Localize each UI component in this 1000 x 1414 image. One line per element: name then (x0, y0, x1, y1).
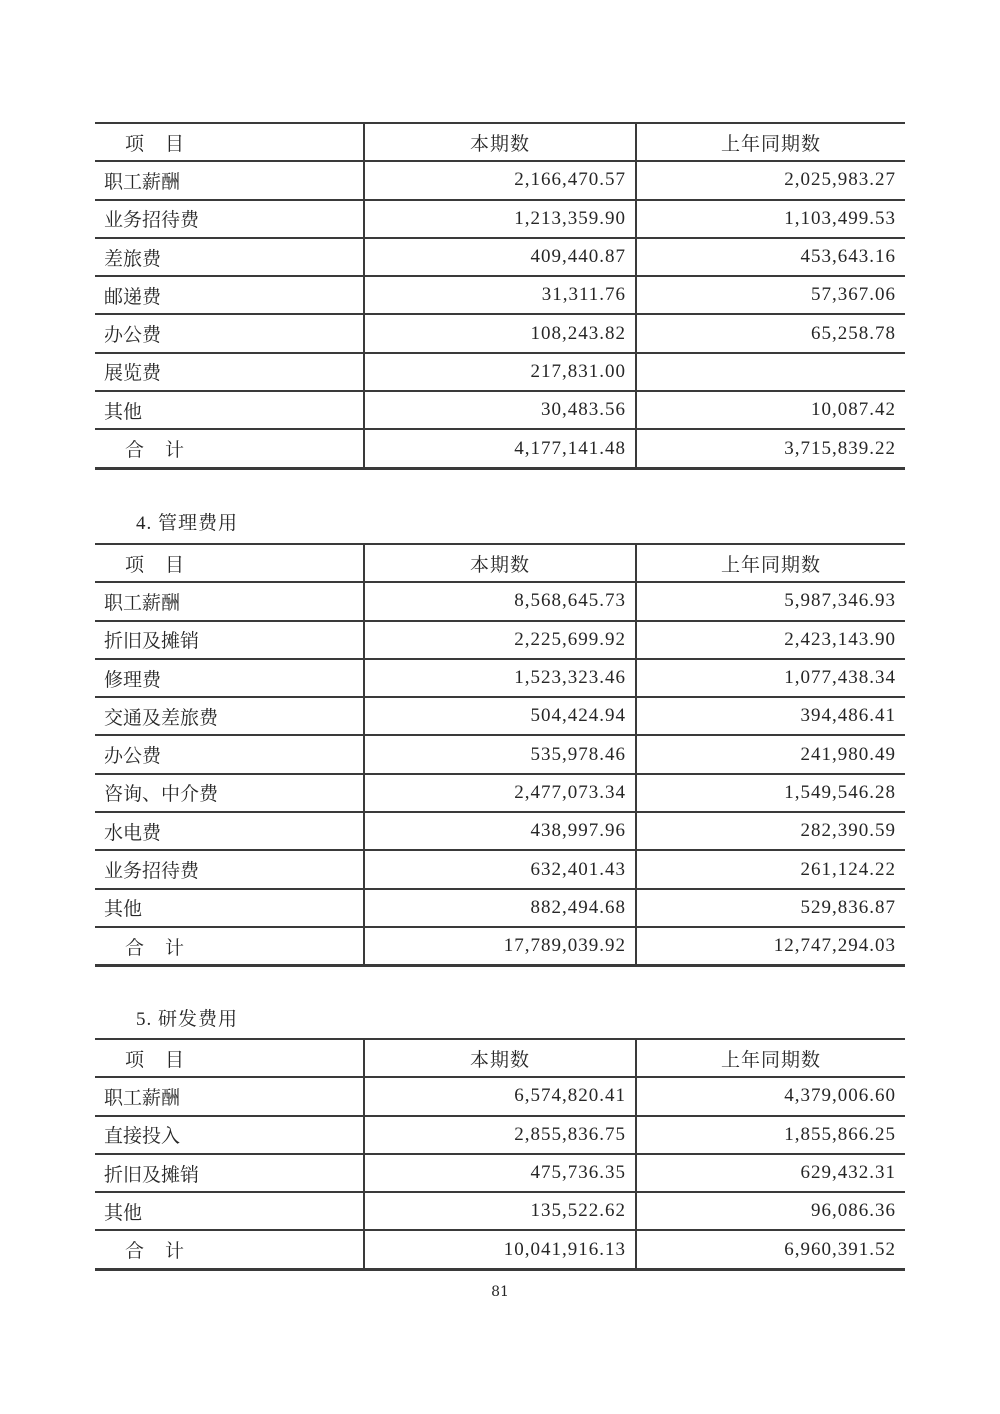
current-amount: 438,997.96 (364, 812, 636, 850)
table-header-row (95, 544, 905, 582)
item-label: 折旧及摊销 (104, 631, 200, 653)
prior-amount (636, 353, 905, 391)
table-row (95, 161, 905, 199)
prior-amount: 2,423,143.90 (636, 621, 905, 659)
item-label: 职工薪酬 (104, 1087, 181, 1109)
table-row (95, 1077, 905, 1115)
prior-amount: 1,103,499.53 (636, 200, 905, 238)
item-label: 交通及差旅费 (104, 707, 219, 729)
table-row (95, 353, 905, 391)
table-row (95, 735, 905, 773)
item-label: 咨询、中介费 (104, 784, 219, 806)
prior-amount: 1,077,438.34 (636, 659, 905, 697)
table-row (95, 774, 905, 812)
item-label: 办公费 (104, 746, 162, 768)
table-row (95, 238, 905, 276)
prior-amount: 65,258.78 (636, 314, 905, 352)
prior-amount: 5,987,346.93 (636, 582, 905, 620)
table-row (95, 314, 905, 352)
table-row (95, 1116, 905, 1154)
current-amount: 1,523,323.46 (364, 659, 636, 697)
table-row (95, 889, 905, 927)
item-label: 业务招待费 (104, 861, 200, 883)
item-label: 修理费 (104, 669, 162, 691)
total-prior-amount: 12,747,294.03 (636, 927, 905, 966)
total-current-amount: 4,177,141.48 (364, 429, 636, 468)
table-row (95, 391, 905, 429)
table-total-row (95, 1230, 905, 1269)
current-amount: 632,401.43 (364, 850, 636, 888)
current-amount: 2,166,470.57 (364, 161, 636, 199)
column-header-prior-period: 上年同期数 (636, 123, 905, 161)
item-label: 折旧及摊销 (104, 1164, 200, 1186)
prior-amount: 394,486.41 (636, 697, 905, 735)
column-header-prior-period: 上年同期数 (636, 1039, 905, 1077)
current-amount: 882,494.68 (364, 889, 636, 927)
prior-amount: 96,086.36 (636, 1192, 905, 1230)
table-row (95, 1154, 905, 1192)
table-row (95, 276, 905, 314)
item-label: 直接投入 (104, 1126, 181, 1148)
prior-amount: 453,643.16 (636, 238, 905, 276)
table-row (95, 200, 905, 238)
prior-amount: 1,855,866.25 (636, 1116, 905, 1154)
prior-amount: 2,025,983.27 (636, 161, 905, 199)
total-current-amount: 10,041,916.13 (364, 1230, 636, 1269)
current-amount: 2,477,073.34 (364, 774, 636, 812)
total-prior-amount: 6,960,391.52 (636, 1230, 905, 1269)
prior-amount: 1,549,546.28 (636, 774, 905, 812)
item-label: 其他 (104, 1202, 143, 1224)
column-header-current-period: 本期数 (364, 544, 636, 582)
column-header-current-period: 本期数 (364, 123, 636, 161)
table-row (95, 812, 905, 850)
current-amount: 6,574,820.41 (364, 1077, 636, 1115)
prior-amount: 529,836.87 (636, 889, 905, 927)
current-amount: 108,243.82 (364, 314, 636, 352)
current-amount: 535,978.46 (364, 735, 636, 773)
prior-amount: 10,087.42 (636, 391, 905, 429)
current-amount: 31,311.76 (364, 276, 636, 314)
prior-amount: 57,367.06 (636, 276, 905, 314)
current-amount: 8,568,645.73 (364, 582, 636, 620)
item-label: 业务招待费 (104, 210, 200, 232)
current-amount: 475,736.35 (364, 1154, 636, 1192)
prior-amount: 261,124.22 (636, 850, 905, 888)
table-row (95, 582, 905, 620)
current-amount: 504,424.94 (364, 697, 636, 735)
current-amount: 409,440.87 (364, 238, 636, 276)
table-total-row (95, 927, 905, 966)
column-header-item: 项 目 (125, 1049, 186, 1071)
current-amount: 2,855,836.75 (364, 1116, 636, 1154)
expense-table-1 (95, 122, 905, 470)
current-amount: 30,483.56 (364, 391, 636, 429)
total-prior-amount: 3,715,839.22 (636, 429, 905, 468)
column-header-current-period: 本期数 (364, 1039, 636, 1077)
item-label: 展览费 (104, 363, 162, 385)
prior-amount: 629,432.31 (636, 1154, 905, 1192)
page-number: 81 (491, 1284, 509, 1300)
current-amount: 135,522.62 (364, 1192, 636, 1230)
total-label: 合 计 (125, 440, 186, 462)
expense-table-rd (95, 1038, 905, 1271)
column-header-item: 项 目 (125, 133, 186, 155)
prior-amount: 4,379,006.60 (636, 1077, 905, 1115)
total-label: 合 计 (125, 1241, 186, 1263)
item-label: 职工薪酬 (104, 592, 181, 614)
prior-amount: 282,390.59 (636, 812, 905, 850)
item-label: 差旅费 (104, 248, 162, 270)
item-label: 其他 (104, 401, 143, 423)
table-total-row (95, 429, 905, 468)
item-label: 水电费 (104, 822, 162, 844)
item-label: 邮递费 (104, 286, 162, 308)
expense-table-admin (95, 543, 905, 967)
item-label: 其他 (104, 899, 143, 921)
section-heading-admin-expenses: 4. 管理费用 (136, 513, 239, 534)
column-header-prior-period: 上年同期数 (636, 544, 905, 582)
table-row (95, 621, 905, 659)
table-header-row (95, 123, 905, 161)
prior-amount: 241,980.49 (636, 735, 905, 773)
current-amount: 2,225,699.92 (364, 621, 636, 659)
table-row (95, 1192, 905, 1230)
table-row (95, 697, 905, 735)
item-label: 职工薪酬 (104, 171, 181, 193)
table-row (95, 659, 905, 697)
item-label: 办公费 (104, 325, 162, 347)
section-heading-rd-expenses: 5. 研发费用 (136, 1009, 239, 1030)
current-amount: 217,831.00 (364, 353, 636, 391)
total-label: 合 计 (125, 937, 186, 959)
table-row (95, 850, 905, 888)
current-amount: 1,213,359.90 (364, 200, 636, 238)
column-header-item: 项 目 (125, 554, 186, 576)
table-header-row (95, 1039, 905, 1077)
total-current-amount: 17,789,039.92 (364, 927, 636, 966)
